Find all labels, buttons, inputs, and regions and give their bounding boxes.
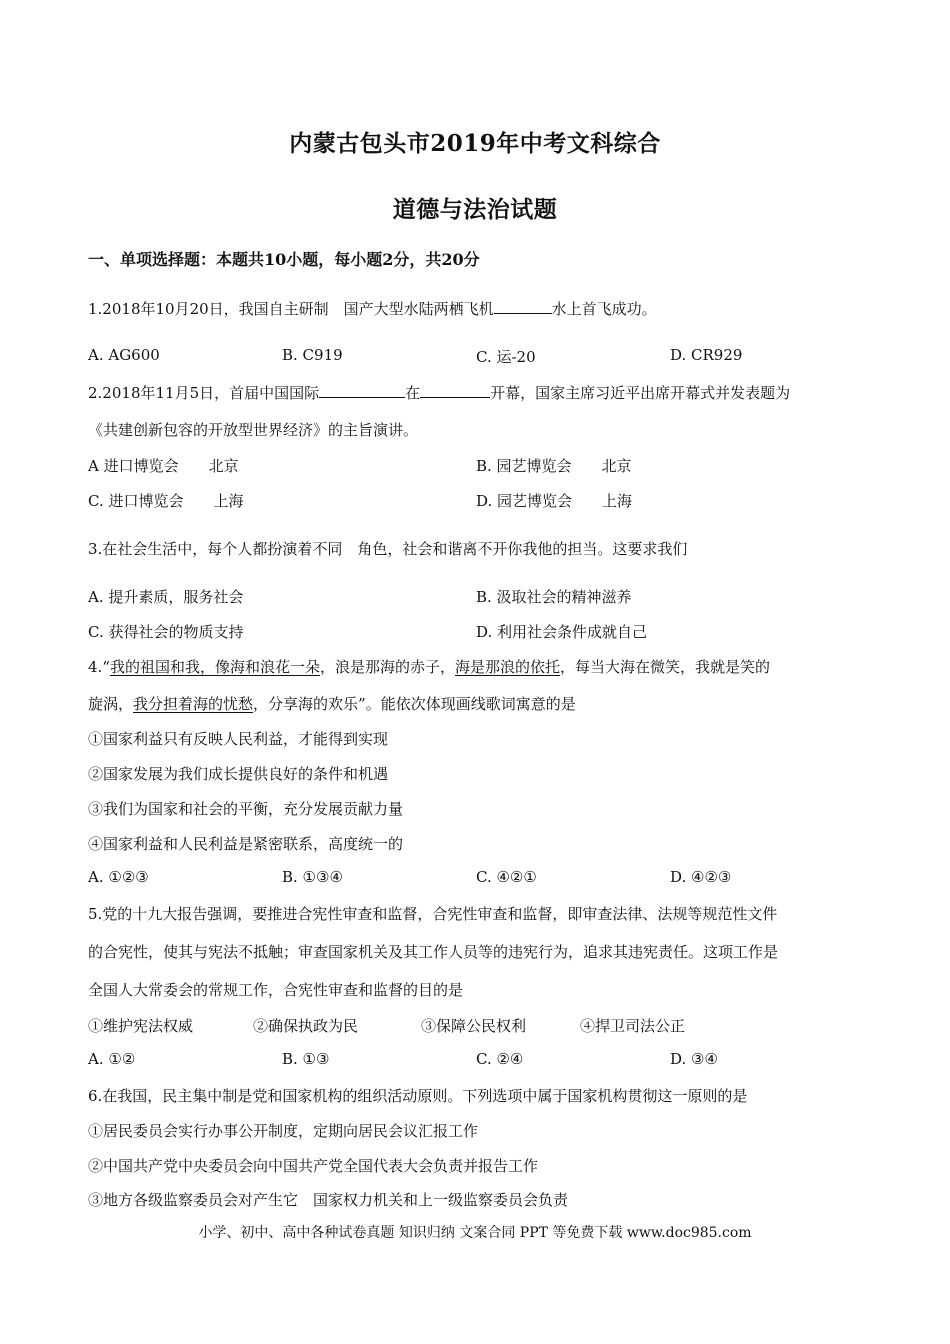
q6-statement-3: ③地方各级监察委员会对产生它 国家权力机关和上一级监察委员会负责 bbox=[88, 1191, 569, 1209]
q4-option-a: A. ①②③ bbox=[88, 868, 149, 886]
q2-stem-part-c: 开幕，国家主席习近平出席开幕式并发表题为 bbox=[490, 384, 791, 402]
q2-stem-part-a: 2.2018年11月5日，首届中国国际 bbox=[88, 384, 320, 402]
question-4-stem bbox=[88, 656, 770, 677]
q5-statement-3: ③保障公民权利 bbox=[421, 1017, 527, 1035]
q4-text: ，分享海的欢乐”。能依次体现画线歌词寓意的是 bbox=[253, 695, 576, 713]
q1-option-b: B. C919 bbox=[282, 346, 343, 364]
answer-blank bbox=[494, 299, 552, 314]
q1-stem-part-a: 1.2018年10月20日，我国自主研制 国产大型水陆两栖飞机 bbox=[88, 300, 494, 318]
q4-option-d: D. ④②③ bbox=[670, 868, 732, 886]
question-5-stem: 5.党的十九大报告强调，要推进合宪性审查和监督，合宪性审查和监督，即审查法律、法规等规范性文件 bbox=[88, 905, 778, 923]
q5-statement-2: ②确保执政为民 bbox=[253, 1017, 359, 1035]
q4-statement-1: ①国家利益只有反映人民利益，才能得到实现 bbox=[88, 730, 389, 748]
q3-option-a: A. 提升素质，服务社会 bbox=[88, 588, 244, 606]
section-heading: 一、单项选择题：本题共10小题，每小题2分，共20分 bbox=[88, 250, 480, 269]
question-6-stem: 6.在我国，民主集中制是党和国家机构的组织活动原则。下列选项中属于国家机构贯彻这一原则的是 bbox=[88, 1087, 748, 1105]
q4-option-b: B. ①③④ bbox=[282, 868, 343, 886]
q5-option-c: C. ②④ bbox=[476, 1050, 524, 1068]
q4-statement-4: ④国家利益和人民利益是紧密联系，高度统一的 bbox=[88, 835, 404, 853]
question-5-stem-line3: 全国人大常委会的常规工作，合宪性审查和监督的目的是 bbox=[88, 981, 464, 999]
q4-text: ，浪是那海的赤子， bbox=[320, 658, 456, 676]
q1-option-c: C. 运-20 bbox=[476, 348, 536, 366]
q1-option-a: A. AG600 bbox=[88, 346, 160, 364]
question-1-stem bbox=[88, 298, 657, 319]
question-5-stem-line2: 的合宪性，使其与宪法不抵触；审查国家机关及其工作人员等的违宪行为，追求其违宪责任。这项工作是 bbox=[88, 943, 779, 961]
question-2-stem-line2: 《共建创新包容的开放型世界经济》的主旨演讲。 bbox=[88, 421, 419, 439]
q2-option-c: C. 进口博览会 上海 bbox=[88, 492, 244, 510]
q4-statement-3: ③我们为国家和社会的平衡，充分发展贡献力量 bbox=[88, 800, 404, 818]
answer-blank bbox=[420, 383, 490, 398]
question-2-stem bbox=[88, 382, 790, 403]
q5-option-b: B. ①③ bbox=[282, 1050, 330, 1068]
page-footer: 小学、初中、高中各种试卷真题 知识归纳 文案合同 PPT 等免费下载 www.doc985.com bbox=[198, 1225, 752, 1241]
q4-option-c: C. ④②① bbox=[476, 868, 537, 886]
q2-option-d: D. 园艺博览会 上海 bbox=[476, 492, 633, 510]
question-3-stem: 3.在社会生活中，每个人都扮演着不同 角色，社会和谐离不开你我他的担当。这要求我们 bbox=[88, 540, 688, 558]
q3-option-c: C. 获得社会的物质支持 bbox=[88, 623, 244, 641]
question-4-stem-line2 bbox=[88, 693, 576, 714]
q1-stem-part-b: 水上首飞成功。 bbox=[551, 300, 657, 318]
q2-option-b: B. 园艺博览会 北京 bbox=[476, 457, 632, 475]
q5-statement-4: ④捍卫司法公正 bbox=[580, 1017, 686, 1035]
q6-statement-1: ①居民委员会实行办事公开制度，定期向居民会议汇报工作 bbox=[88, 1122, 479, 1140]
q4-underlined-lyric-2: 海是那浪的依托 bbox=[455, 658, 561, 676]
q4-text: ，每当大海在微笑，我就是笑的 bbox=[560, 658, 771, 676]
document-title: 内蒙古包头市2019年中考文科综合 bbox=[289, 130, 661, 157]
q4-underlined-lyric-1: 我的祖国和我，像海和浪花一朵 bbox=[109, 658, 320, 676]
q1-option-d: D. CR929 bbox=[670, 346, 743, 364]
q4-underlined-lyric-3: 我分担着海的忧愁 bbox=[133, 695, 254, 713]
q5-statement-1: ①维护宪法权威 bbox=[88, 1017, 194, 1035]
q4-statement-2: ②国家发展为我们成长提供良好的条件和机遇 bbox=[88, 765, 389, 783]
q6-statement-2: ②中国共产党中央委员会向中国共产党全国代表大会负责并报告工作 bbox=[88, 1157, 539, 1175]
q2-option-a: A 进口博览会 北京 bbox=[88, 457, 239, 475]
q4-text: 4.“ bbox=[88, 658, 110, 676]
q3-option-d: D. 利用社会条件成就自己 bbox=[476, 623, 648, 641]
q5-option-d: D. ③④ bbox=[670, 1050, 718, 1068]
q3-option-b: B. 汲取社会的精神滋养 bbox=[476, 588, 632, 606]
q5-option-a: A. ①② bbox=[88, 1050, 136, 1068]
q2-stem-part-b: 在 bbox=[405, 384, 421, 402]
q4-text: 旋涡， bbox=[88, 695, 134, 713]
document-subtitle: 道德与法治试题 bbox=[392, 196, 558, 223]
answer-blank bbox=[319, 383, 405, 398]
